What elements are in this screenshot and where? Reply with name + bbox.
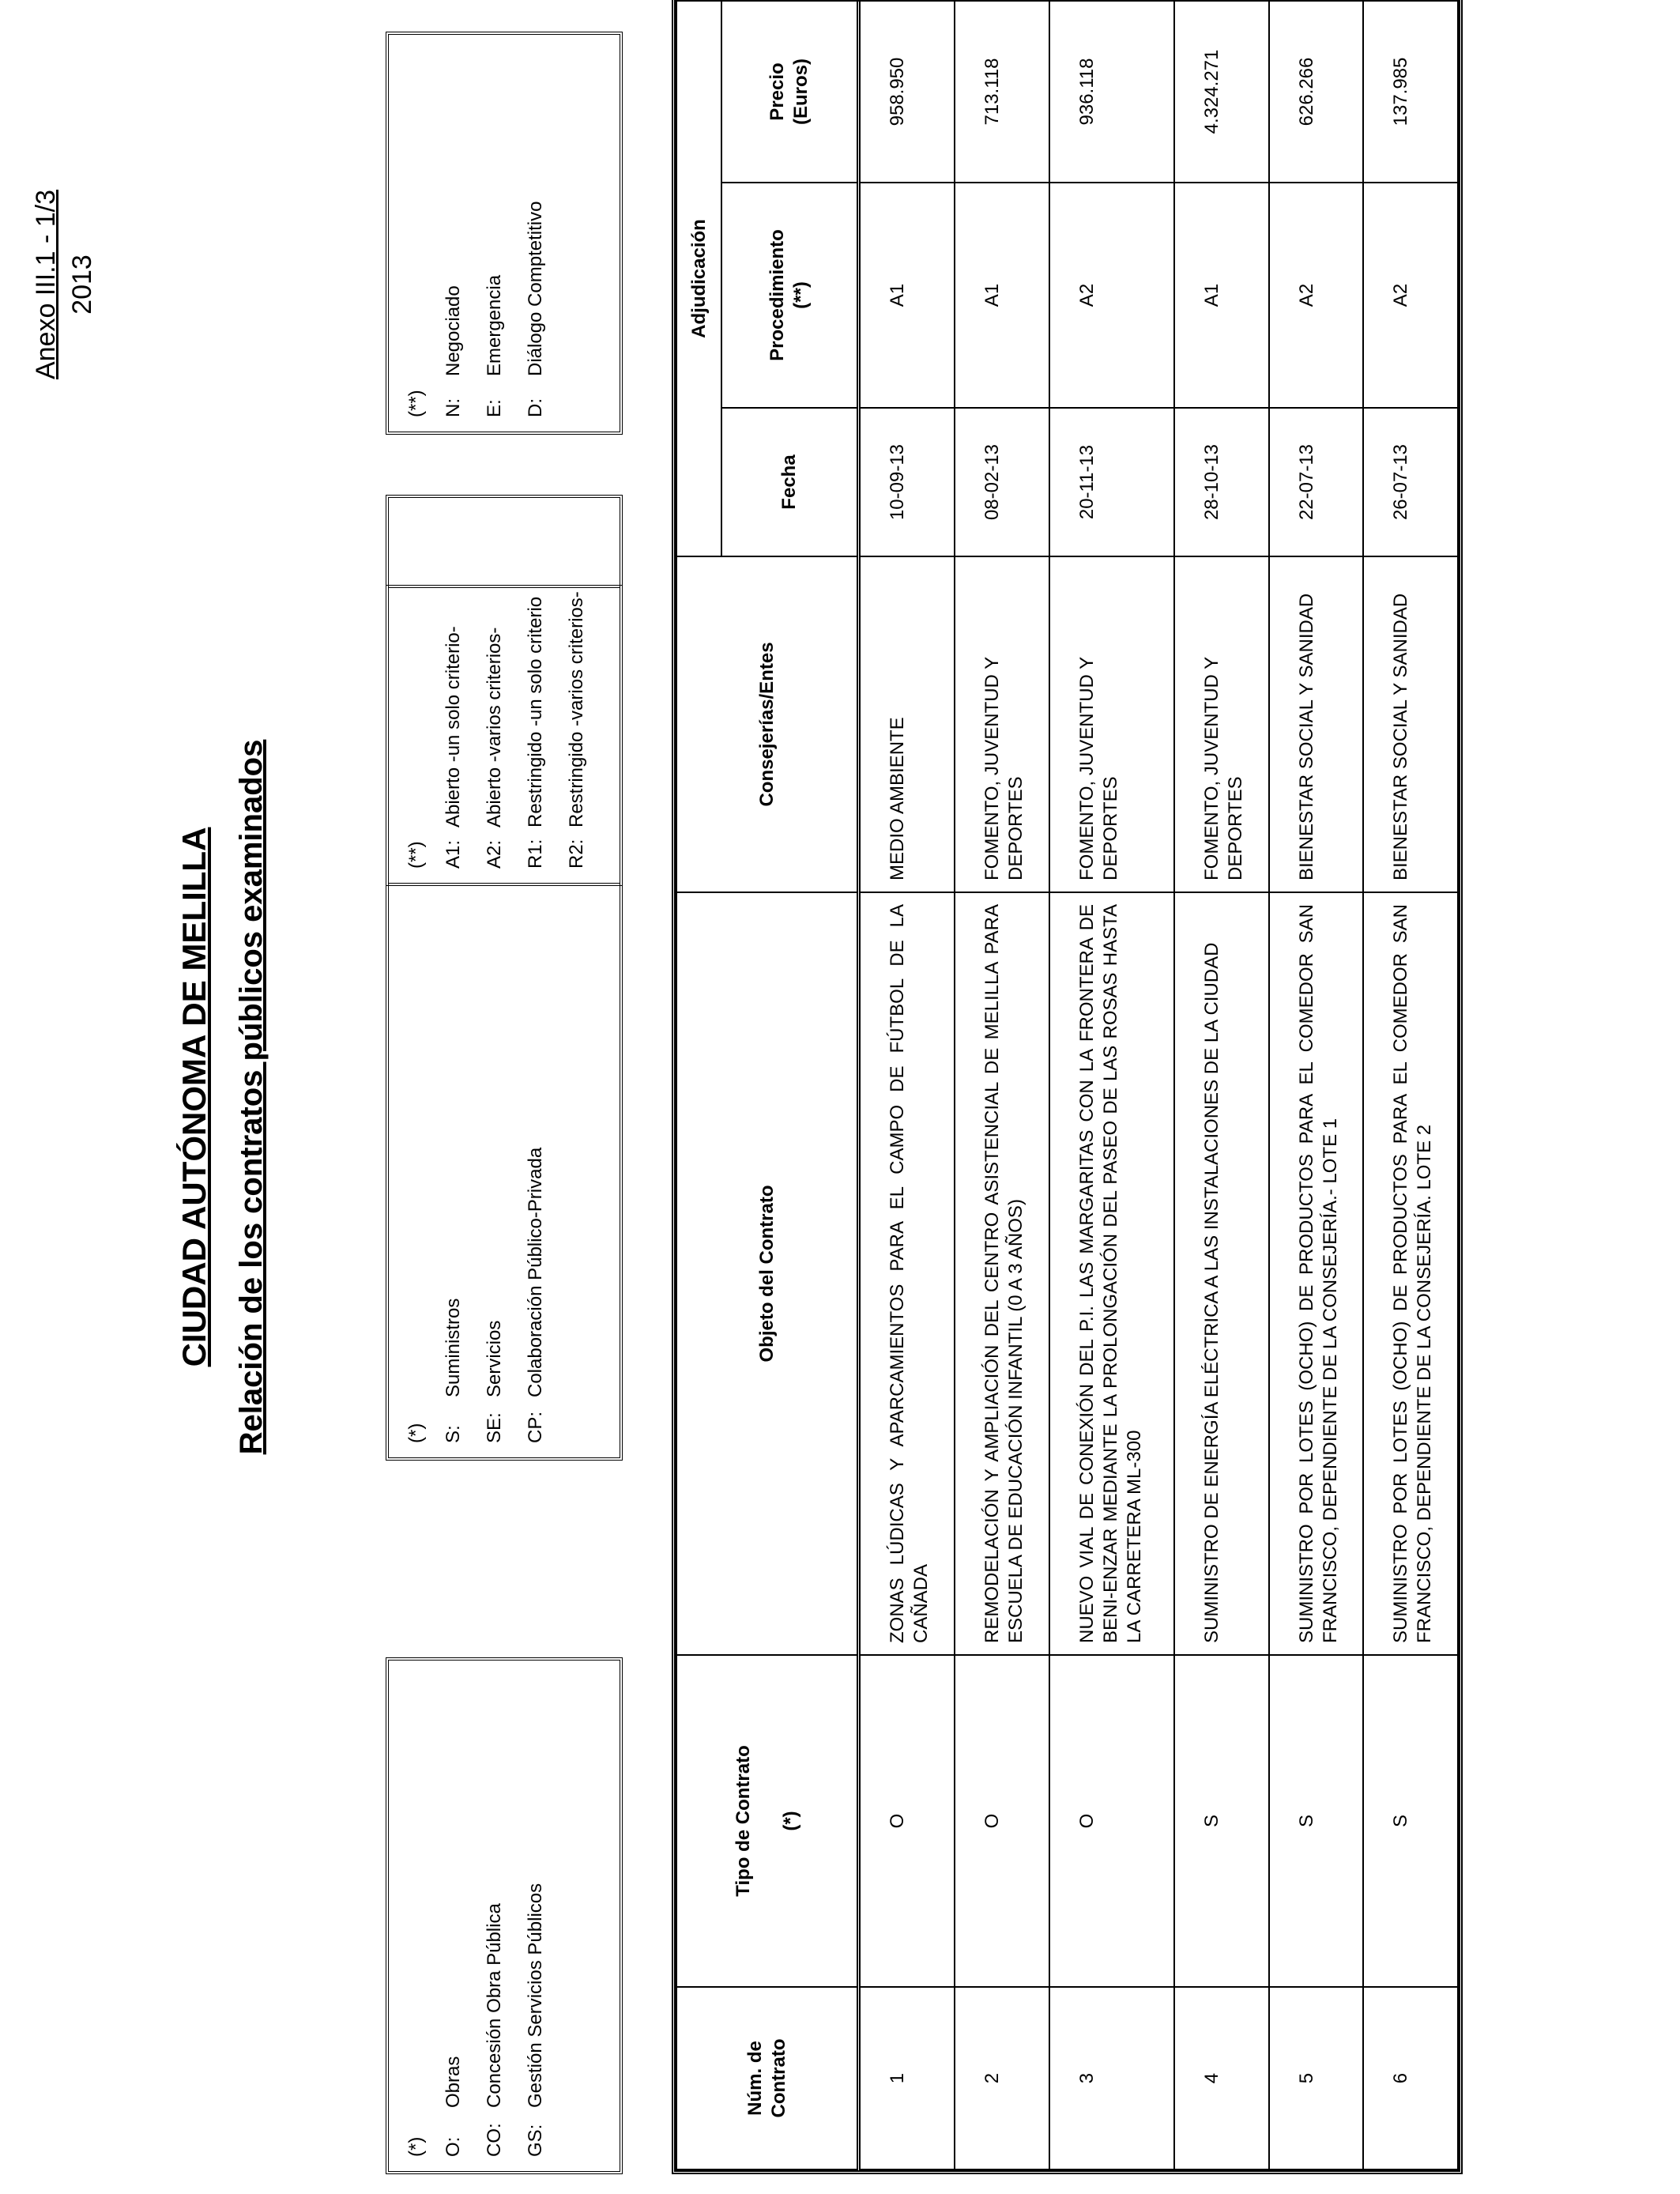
header-tipo (676, 1655, 859, 1987)
cell-objeto: SUMINISTRO POR LOTES (OCHO) DE PRODUCTOS PARA EL COMEDOR SAN FRANCISCO, DEPENDIENTE DE LA CONSEJERÍA.- LOTE 1 (1269, 892, 1364, 1655)
legend-code: CP: (525, 1411, 546, 1443)
cell-precio: 626.266 (1269, 1, 1364, 183)
legend-label: Diálogo Comptetitivo (525, 201, 546, 376)
cell-num: 3 (1049, 1987, 1174, 2169)
table-row (955, 1, 1049, 2169)
legend-procedure-2 (386, 32, 623, 435)
cell-num: 1 (859, 1987, 955, 2169)
header-precio (721, 1, 859, 183)
table-row (1363, 1, 1458, 2169)
cell-tipo: S (1269, 1655, 1364, 1987)
legend-code: A1: (443, 839, 464, 869)
legend-label: Servicios (484, 1320, 505, 1397)
header-num-line1: Núm. de (744, 2041, 766, 2116)
header-tipo-line2: (*) (779, 1811, 801, 1831)
cell-num: 5 (1269, 1987, 1364, 2169)
cell-num: 2 (955, 1987, 1049, 2169)
page-subtitle: Relación de los contratos públicos examinados (234, 739, 269, 1455)
legend-code: A2: (484, 839, 505, 869)
cell-precio: 4.324.271 (1174, 1, 1269, 183)
header-procedimiento-line2: (**) (790, 281, 812, 309)
cell-objeto: SUMINISTRO POR LOTES (OCHO) DE PRODUCTOS PARA EL COMEDOR SAN FRANCISCO, DEPENDIENTE DE LA CONSEJERÍA. LOTE 2 (1363, 892, 1458, 1655)
cell-fecha: 08-02-13 (955, 408, 1049, 556)
table-header-row (676, 1, 721, 2169)
header-num (676, 1987, 859, 2169)
cell-consejeria: BIENESTAR SOCIAL Y SANIDAD (1269, 556, 1364, 892)
legend-procedure-1 (386, 495, 623, 886)
legend-code: GS: (525, 2124, 546, 2157)
contracts-table-frame (672, 0, 1463, 2174)
legend-code: E: (484, 399, 505, 417)
cell-num: 4 (1174, 1987, 1269, 2169)
cell-procedimiento: A2 (1049, 183, 1174, 408)
cell-precio: 958.950 (859, 1, 955, 183)
legend-item (474, 49, 515, 417)
cell-precio: 713.118 (955, 1, 1049, 183)
legend-item (515, 512, 556, 869)
cell-procedimiento: A2 (1269, 183, 1364, 408)
cell-consejeria: BIENESTAR SOCIAL Y SANIDAD (1363, 556, 1458, 892)
cell-objeto: ZONAS LÚDICAS Y APARCAMIENTOS PARA EL CAMPO DE FÚTBOL DE LA CAÑADA (859, 892, 955, 1655)
legend-code: S: (443, 1425, 464, 1443)
legend-heading: (*) (405, 2136, 427, 2157)
legend-heading: (**) (405, 841, 427, 869)
legend-item (433, 49, 474, 417)
legend-code: O: (443, 2136, 464, 2157)
legend-label: Abierto -un solo criterio- (443, 626, 464, 827)
cell-fecha: 10-09-13 (859, 408, 955, 556)
legend-label: Abierto -varios criterios- (484, 627, 505, 827)
cell-tipo: O (1049, 1655, 1174, 1987)
legend-label: Gestión Servicios Públicos (525, 1883, 546, 2108)
legend-code: SE: (484, 1412, 505, 1443)
legend-label: Restringido -un solo criterio (525, 596, 546, 827)
annex-code: Anexo III.1 - 1/3 (31, 189, 61, 380)
annex-year: 2013 (67, 254, 97, 315)
legend-label: Concesión Obra Pública (484, 1903, 505, 2108)
legend-item (433, 1675, 474, 2157)
cell-procedimiento: A1 (955, 183, 1049, 408)
header-tipo-line1: Tipo de Contrato (732, 1745, 754, 1897)
cell-precio: 936.118 (1049, 1, 1174, 183)
table-row (1174, 1, 1269, 2169)
legend-code: N: (443, 398, 464, 417)
legend-item (474, 1675, 515, 2157)
cell-tipo: O (859, 1655, 955, 1987)
cell-fecha: 28-10-13 (1174, 408, 1269, 556)
cell-fecha: 20-11-13 (1049, 408, 1174, 556)
legend-code: D: (525, 398, 546, 417)
cell-procedimiento: A1 (1174, 183, 1269, 408)
legend-item (474, 512, 515, 869)
cell-tipo: O (955, 1655, 1049, 1987)
header-fecha: Fecha (721, 408, 859, 556)
legend-code: R1: (525, 839, 546, 869)
cell-procedimiento: A2 (1363, 183, 1458, 408)
cell-fecha: 22-07-13 (1269, 408, 1364, 556)
table-row (859, 1, 955, 2169)
legend-label: Restringido -varios criterios- (566, 591, 587, 827)
header-objeto: Objeto del Contrato (676, 892, 859, 1655)
header-num-line2: Contrato (767, 2038, 789, 2118)
legend-item (515, 49, 556, 417)
header-consejerias: Consejerías/Entes (676, 556, 859, 892)
header-adjudicacion: Adjudicación (676, 1, 721, 556)
cell-num: 6 (1363, 1987, 1458, 2169)
header-procedimiento-line1: Procedimiento (767, 229, 788, 361)
legend-item (515, 1675, 556, 2157)
legend-contract-type-1 (386, 1657, 623, 2174)
legend-item (556, 512, 597, 869)
cell-objeto: REMODELACIÓN Y AMPLIACIÓN DEL CENTRO ASISTENCIAL DE MELILLA PARA ESCUELA DE EDUCACIÓN INFANTIL (0 A 3 AÑOS) (955, 892, 1049, 1655)
cell-procedimiento: A1 (859, 183, 955, 408)
cell-tipo: S (1174, 1655, 1269, 1987)
cell-consejeria: FOMENTO, JUVENTUD Y DEPORTES (1049, 556, 1174, 892)
cell-consejeria: FOMENTO, JUVENTUD Y DEPORTES (1174, 556, 1269, 892)
table-row (1269, 1, 1364, 2169)
annex-reference (30, 126, 98, 443)
contracts-table (676, 0, 1459, 2170)
legend-code: R2: (566, 839, 587, 869)
legend-label: Suministros (443, 1298, 464, 1397)
cell-fecha: 26-07-13 (1363, 408, 1458, 556)
cell-consejeria: MEDIO AMBIENTE (859, 556, 955, 892)
cell-objeto: SUMINISTRO DE ENERGÍA ELÉCTRICA A LAS INSTALACIONES DE LA CIUDAD (1174, 892, 1269, 1655)
header-precio-line2: (Euros) (790, 58, 812, 125)
cell-consejeria: FOMENTO, JUVENTUD Y DEPORTES (955, 556, 1049, 892)
cell-objeto: NUEVO VIAL DE CONEXIÓN DEL P.I. LAS MARGARITAS CON LA FRONTERA DE BENI-ENZAR MEDIANTE LA PROLONGACIÓN DEL PASEO DE LAS ROSAS HASTA LA CARRETERA ML-300 (1049, 892, 1174, 1655)
legend-label: Obras (443, 2056, 464, 2108)
legend-heading: (*) (405, 1423, 427, 1443)
page-title: CIUDAD AUTÓNOMA DE MELILLA (175, 827, 213, 1367)
legend-label: Negociado (443, 285, 464, 376)
cell-tipo: S (1363, 1655, 1458, 1987)
header-procedimiento (721, 183, 859, 408)
legend-code: CO: (484, 2123, 505, 2157)
legend-label: Colaboración Público-Privada (525, 1147, 546, 1397)
legend-heading: (**) (405, 390, 427, 417)
legend-item (433, 512, 474, 869)
legend-label: Emergencia (484, 274, 505, 376)
header-precio-line1: Precio (767, 62, 788, 121)
cell-precio: 137.985 (1363, 1, 1458, 183)
table-row (1049, 1, 1174, 2169)
